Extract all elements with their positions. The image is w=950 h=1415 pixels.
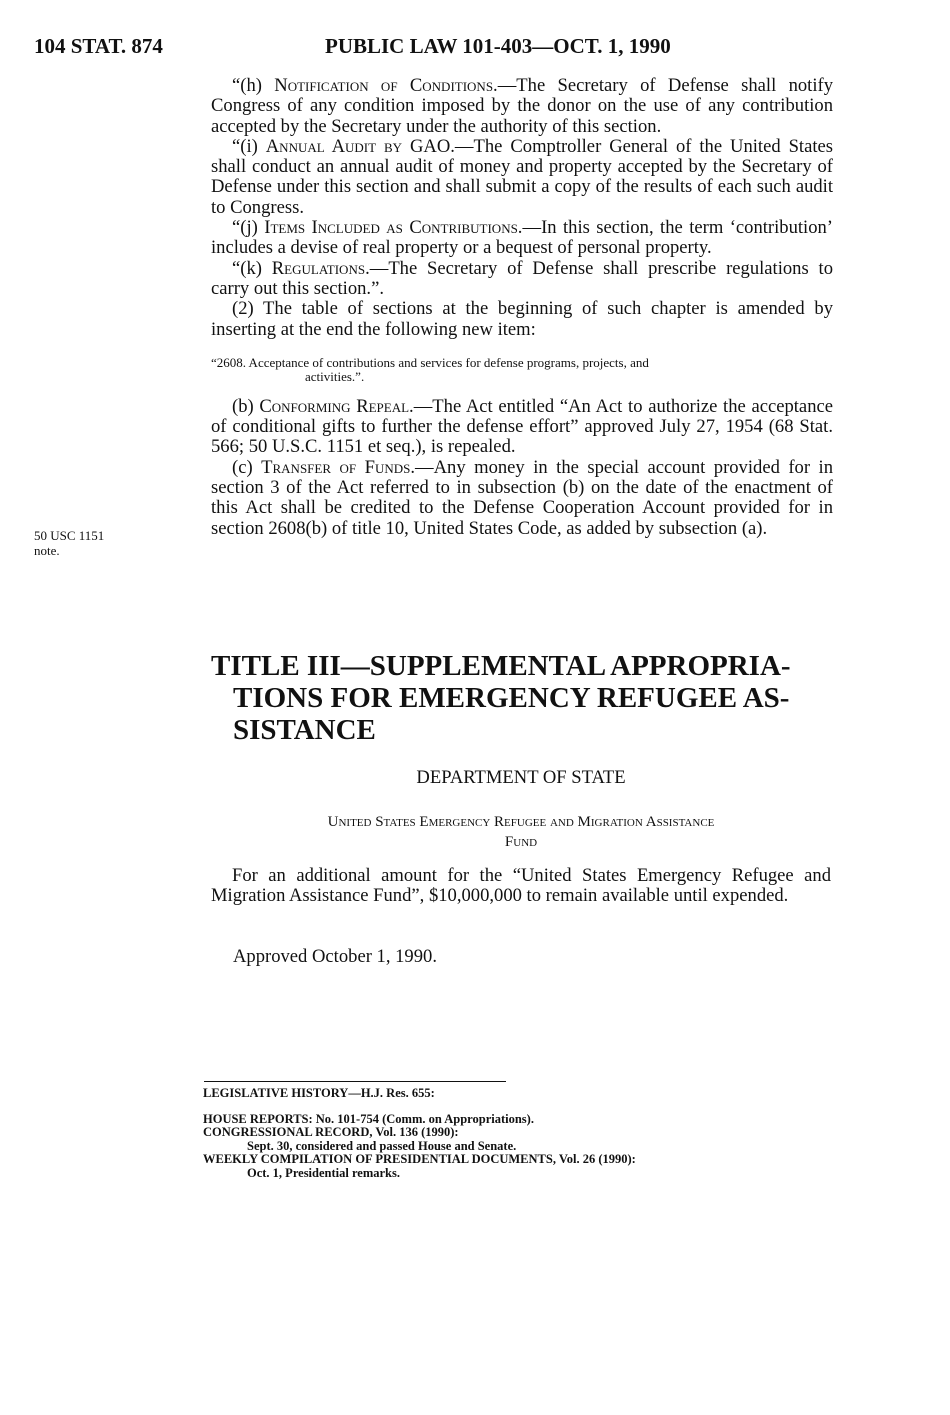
fund-appropriation-text: For an additional amount for the “United States Emergency Refugee and Migration Assistance Fund”, $10,000,000 to remain available until expended. xyxy=(211,865,831,907)
approval-date: Approved October 1, 1990. xyxy=(233,946,437,967)
congressional-record: CONGRESSIONAL RECORD, Vol. 136 (1990): xyxy=(203,1125,459,1140)
page-law-header: PUBLIC LAW 101-403—OCT. 1, 1990 xyxy=(325,34,671,58)
footnote-rule xyxy=(204,1081,506,1082)
weekly-compilation-detail: Oct. 1, Presidential remarks. xyxy=(247,1165,400,1180)
legislative-history xyxy=(203,1087,823,1181)
fund-heading: United States Emergency Refugee and Migration Assistance Fund xyxy=(327,814,715,850)
paragraph-i: “(i) Annual Audit by GAO.—The Comptroller General of the United States shall conduct an annual audit of money and property accepted by the Secretary of Defense under this section and shall submit a copy of the results of each such audit to Congress. xyxy=(211,135,834,218)
title-heading: TITLE III—SUPPLEMENTAL APPROPRIA- TIONS FOR EMERGENCY REFUGEE AS- SISTANCE xyxy=(211,650,791,746)
paragraph-b: (b) Conforming Repeal.—The Act entitled “An Act to authorize the acceptance of conditional gifts to further the defense effort” approved July 27, 1954 (68 Stat. 566; 50 U.S.C. 1151 et seq.), is repealed. xyxy=(211,395,833,458)
house-reports: HOUSE REPORTS: No. 101-754 (Comm. on Appropriations). xyxy=(203,1111,534,1126)
paragraph-j: “(j) Items Included as Contributions.—In this section, the term ‘contribution’ includes a devise of real property or a bequest of personal property. xyxy=(211,217,834,259)
paragraph-c: (c) Transfer of Funds.—Any money in the special account provided for in section 3 of the Act referred to in subsection (b) on the date of the enactment of this Act shall be credited to the Defense Cooperation Account provided for in section 2608(b) of title 10, United States Code, as added by subsection (a). xyxy=(211,456,833,539)
paragraph-h: “(h) Notification of Conditions.—The Secretary of Defense shall notify Congress of any condition imposed by the donor on the use of any contribution accepted by the Secretary under the authority of this section. xyxy=(211,75,834,137)
paragraph-k: “(k) Regulations.—The Secretary of Defense shall prescribe regulations to carry out this section.”. xyxy=(211,257,833,299)
page-stat-number: 104 STAT. 874 xyxy=(34,34,163,58)
legislative-history-title: LEGISLATIVE HISTORY—H.J. Res. 655: xyxy=(203,1086,435,1100)
new-table-item: “2608. Acceptance of contributions and services for defense programs, projects, and activities.”. xyxy=(211,354,649,385)
margin-note: 50 USC 1151 note. xyxy=(34,528,105,558)
weekly-compilation: WEEKLY COMPILATION OF PRESIDENTIAL DOCUMENTS, Vol. 26 (1990): xyxy=(203,1152,636,1167)
congressional-record-detail: Sept. 30, considered and passed House and Senate. xyxy=(247,1138,517,1153)
department-heading: DEPARTMENT OF STATE xyxy=(416,767,626,788)
main-text xyxy=(211,76,833,539)
paragraph-2: (2) The table of sections at the beginning of such chapter is amended by inserting at the end the following new item: xyxy=(211,298,833,340)
